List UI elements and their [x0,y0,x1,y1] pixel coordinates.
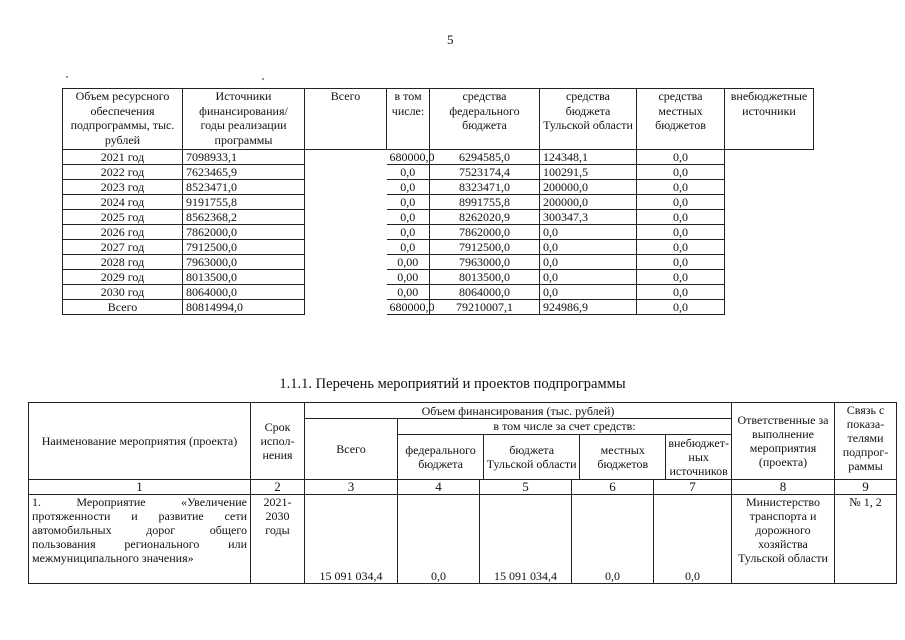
resource-year: Всего [63,300,183,315]
resource-federal: 0,0 [387,225,430,240]
resource-extra: 0,0 [637,300,725,315]
event-federal: 0,0 [398,495,480,584]
resource-federal: 0,0 [387,165,430,180]
resource-federal: 0,0 [387,240,430,255]
events-header-row1 [29,403,897,419]
resource-regional: 79210007,1 [430,300,540,315]
resource-year: 2024 год [63,195,183,210]
resource-local: 0,0 [540,225,637,240]
resource-federal: 0,00 [387,285,430,300]
header-federal: федерального бюджета [398,435,484,479]
resource-local: 0,0 [540,240,637,255]
resource-federal: 0,0 [387,210,430,225]
resource-total: 7862000,0 [183,225,305,240]
resource-row [63,210,814,225]
resource-local: 0,0 [540,270,637,285]
header-including: в том числе за счет средств: [398,419,731,435]
column-number: 6 [572,480,654,495]
event-name: 1. Мероприятие «Увеличение протяженности и развитие сети автомобильных дорог общего пользования регионального или межмуниципального значения» [29,495,251,584]
resource-including-empty [305,150,387,165]
resource-table-body [63,150,814,315]
resource-row [63,285,814,300]
resource-total: 80814994,0 [183,300,305,315]
resource-year: 2025 год [63,210,183,225]
resource-extra: 0,0 [637,225,725,240]
resource-row [63,240,814,255]
header-regional: средства бюджета Тульской области [540,89,637,150]
resource-including-empty [305,255,387,270]
resource-federal: 680000,0 [387,300,430,315]
header-local: местных бюджетов [580,435,666,479]
column-number: 8 [732,480,835,495]
resource-regional: 6294585,0 [430,150,540,165]
column-number: 5 [480,480,572,495]
resource-local: 124348,1 [540,150,637,165]
header-total: Всего [305,419,398,480]
resource-extra: 0,0 [637,255,725,270]
header-responsible: Ответственные за выполнение мероприятия (проекта) [732,403,835,480]
resource-row [63,225,814,240]
event-regional: 15 091 034,4 [480,495,572,584]
resource-regional: 7862000,0 [430,225,540,240]
header-including: в том числе: [387,89,430,150]
resource-row [63,180,814,195]
resource-total: 7623465,9 [183,165,305,180]
event-total: 15 091 034,4 [305,495,398,584]
subheader-columns [398,435,731,479]
resource-local: 200000,0 [540,180,637,195]
header-link: Связь с показа-телями подпрог-раммы [835,403,897,480]
column-number: 1 [29,480,251,495]
header-local: средства местных бюджетов [637,89,725,150]
resource-label: Объем ресурсного обеспечения подпрограммы, тыс. рублей [63,89,183,150]
resource-table [62,88,814,315]
resource-row [63,300,814,315]
resource-total: 9191755,8 [183,195,305,210]
resource-federal: 680000,0 [387,150,430,165]
scan-speck [262,78,264,80]
header-extra: внебюджетные источники [725,89,814,150]
resource-including-empty [305,225,387,240]
column-number: 4 [398,480,480,495]
header-funding: Объем финансирования (тыс. рублей) [305,403,732,419]
resource-total: 7963000,0 [183,255,305,270]
resource-local: 200000,0 [540,195,637,210]
resource-regional: 8013500,0 [430,270,540,285]
resource-regional: 8991755,8 [430,195,540,210]
resource-total: 8562368,2 [183,210,305,225]
event-term: 2021-2030 годы [251,495,305,584]
resource-local: 0,0 [540,285,637,300]
resource-year: 2029 год [63,270,183,285]
resource-extra: 0,0 [637,210,725,225]
resource-federal: 0,00 [387,255,430,270]
resource-year: 2022 год [63,165,183,180]
header-term: Срок испол-нения [251,403,305,480]
header-sources: Источники финансирования/ годы реализации программы [183,89,305,150]
header-federal: средства федерального бюджета [430,89,540,150]
resource-total: 7098933,1 [183,150,305,165]
resource-local: 300347,3 [540,210,637,225]
resource-year: 2026 год [63,225,183,240]
resource-row [63,255,814,270]
resource-row [63,270,814,285]
resource-including-empty [305,240,387,255]
resource-total: 7912500,0 [183,240,305,255]
page-number: 5 [447,32,454,47]
header-total: Всего [305,89,387,150]
subheader-cell [398,419,732,480]
resource-total: 8523471,0 [183,180,305,195]
resource-regional: 7523174,4 [430,165,540,180]
resource-year: 2021 год [63,150,183,165]
column-number: 9 [835,480,897,495]
resource-extra: 0,0 [637,240,725,255]
events-table [28,402,897,584]
resource-including-empty [305,300,387,315]
resource-including-empty [305,285,387,300]
resource-year: 2027 год [63,240,183,255]
event-row [29,495,897,584]
resource-total: 8064000,0 [183,285,305,300]
header-name: Наименование мероприятия (проекта) [29,403,251,480]
resource-including-empty [305,270,387,285]
resource-federal: 0,00 [387,270,430,285]
resource-row [63,165,814,180]
resource-federal: 0,0 [387,195,430,210]
section-heading: 1.1.1. Перечень мероприятий и проектов подпрограммы [279,376,626,392]
resource-extra: 0,0 [637,180,725,195]
resource-extra: 0,0 [637,285,725,300]
resource-extra: 0,0 [637,150,725,165]
resource-including-empty [305,180,387,195]
resource-local: 100291,5 [540,165,637,180]
header-extra: внебюджет-ных источников [668,436,729,478]
resource-regional: 8064000,0 [430,285,540,300]
column-number: 3 [305,480,398,495]
column-number: 7 [654,480,732,495]
resource-including-empty [305,165,387,180]
scan-speck [66,76,68,78]
resource-local: 0,0 [540,255,637,270]
column-numbers-row [29,480,897,495]
header-regional: бюджета Тульской области [484,435,580,479]
resource-year: 2023 год [63,180,183,195]
resource-year: 2030 год [63,285,183,300]
resource-including-empty [305,195,387,210]
resource-extra: 0,0 [637,195,725,210]
event-extra: 0,0 [654,495,732,584]
column-number: 2 [251,480,305,495]
resource-row [63,195,814,210]
resource-extra: 0,0 [637,270,725,285]
resource-local: 924986,9 [540,300,637,315]
event-link: № 1, 2 [835,495,897,584]
resource-regional: 7963000,0 [430,255,540,270]
resource-federal: 0,0 [387,180,430,195]
resource-including-empty [305,210,387,225]
resource-regional: 8323471,0 [430,180,540,195]
resource-regional: 8262020,9 [430,210,540,225]
resource-regional: 7912500,0 [430,240,540,255]
event-responsible: Министерство транспорта и дорожного хозяйства Тульской области [732,495,835,584]
resource-row [63,150,814,165]
resource-total: 8013500,0 [183,270,305,285]
resource-table-header [63,89,814,150]
resource-year: 2028 год [63,255,183,270]
event-local: 0,0 [572,495,654,584]
resource-extra: 0,0 [637,165,725,180]
